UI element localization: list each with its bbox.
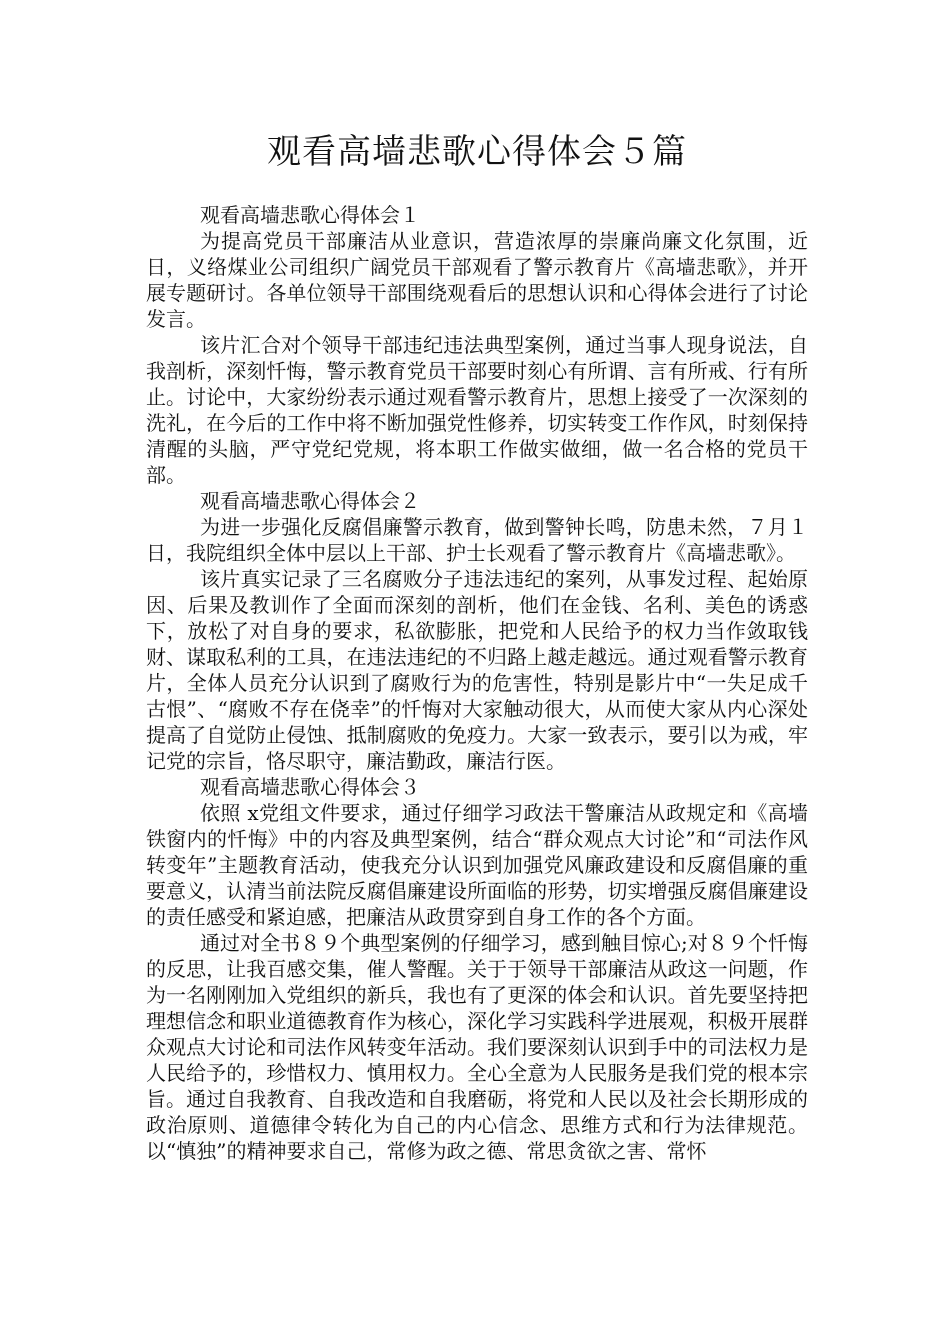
document-body (146, 202, 808, 1164)
section-heading: 观看高墙悲歌心得体会２ (200, 489, 420, 513)
document-title: 观看高墙悲歌心得体会５篇 (267, 132, 687, 172)
section-3 (146, 774, 808, 1164)
section-heading: 观看高墙悲歌心得体会１ (200, 203, 420, 227)
paragraph: 依照 x党组文件要求，通过仔细学习政法干警廉洁从政规定和《高墙铁窗内的忏悔》中的内容及典型案例，结合“群众观点大讨论”和“司法作风转变年”主题教育活动，使我充分认识到加强党风廉政建设和反腐倡廉的重要意义，认清当前法院反腐倡廉建设所面临的形势，切实增强反腐倡廉建设的责任感受和紧迫感，把廉洁从政贯穿到自身工作的各个方面。 (146, 801, 808, 929)
paragraph: 通过对全书８９个典型案例的仔细学习，感到触目惊心;对８９个忏悔的反思，让我百感交集，催人警醒。关于于领导干部廉洁从政这一问题，作为一名刚刚加入党组织的新兵，我也有了更深的体会和认识。首先要坚持把理想信念和职业道德教育作为核心，深化学习实践科学进展观，积极开展群众观点大讨论和司法作风转变年活动。我们要深刻认识到手中的司法权力是人民给予的，珍惜权力、慎用权力。全心全意为人民服务是我们党的根本宗旨。通过自我教育、自我改造和自我磨砺，将党和人民以及社会长期形成的政治原则、道德律令转化为自己的内心信念、思维方式和行为法律规范。以“慎独”的精神要求自己，常修为政之德、常思贪欲之害、常怀 (146, 931, 808, 1163)
paragraph: 为提高党员干部廉洁从业意识，营造浓厚的崇廉尚廉文化氛围，近日，义络煤业公司组织广阔党员干部观看了警示教育片《高墙悲歌》，并开展专题研讨。各单位领导干部围绕观看后的思想认识和心得体会进行了讨论发言。 (146, 229, 808, 331)
section-1 (146, 202, 808, 488)
section-2 (146, 488, 808, 774)
paragraph: 为进一步强化反腐倡廉警示教育，做到警钟长鸣，防患未然，７月１日，我院组织全体中层以上干部、护士长观看了警示教育片《高墙悲歌》。 (146, 515, 808, 565)
section-heading: 观看高墙悲歌心得体会３ (200, 775, 420, 799)
paragraph: 该片汇合对个领导干部违纪违法典型案例，通过当事人现身说法，自我剖析，深刻忏悔，警示教育党员干部要时刻心有所谓、言有所戒、行有所止。讨论中，大家纷纷表示通过观看警示教育片，思想上接受了一次深刻的洗礼，在今后的工作中将不断加强党性修养，切实转变工作作风，时刻保持清醒的头脑，严守党纪党规，将本职工作做实做细，做一名合格的党员干部。 (146, 333, 808, 487)
paragraph: 该片真实记录了三名腐败分子违法违纪的案列，从事发过程、起始原因、后果及教训作了全面而深刻的剖析，他们在金钱、名利、美色的诱惑下，放松了对自身的要求，私欲膨胀，把党和人民给予的权力当作敛取钱财、谋取私利的工具，在违法违纪的不归路上越走越远。通过观看警示教育片，全体人员充分认识到了腐败行为的危害性，特别是影片中“一失足成千古恨”、“腐败不存在侥幸”的忏悔对大家触动很大，从而使大家从内心深处提高了自觉防止侵蚀、抵制腐败的免疫力。大家一致表示，要引以为戒，牢记党的宗旨，恪尽职守，廉洁勤政，廉洁行医。 (146, 567, 808, 773)
